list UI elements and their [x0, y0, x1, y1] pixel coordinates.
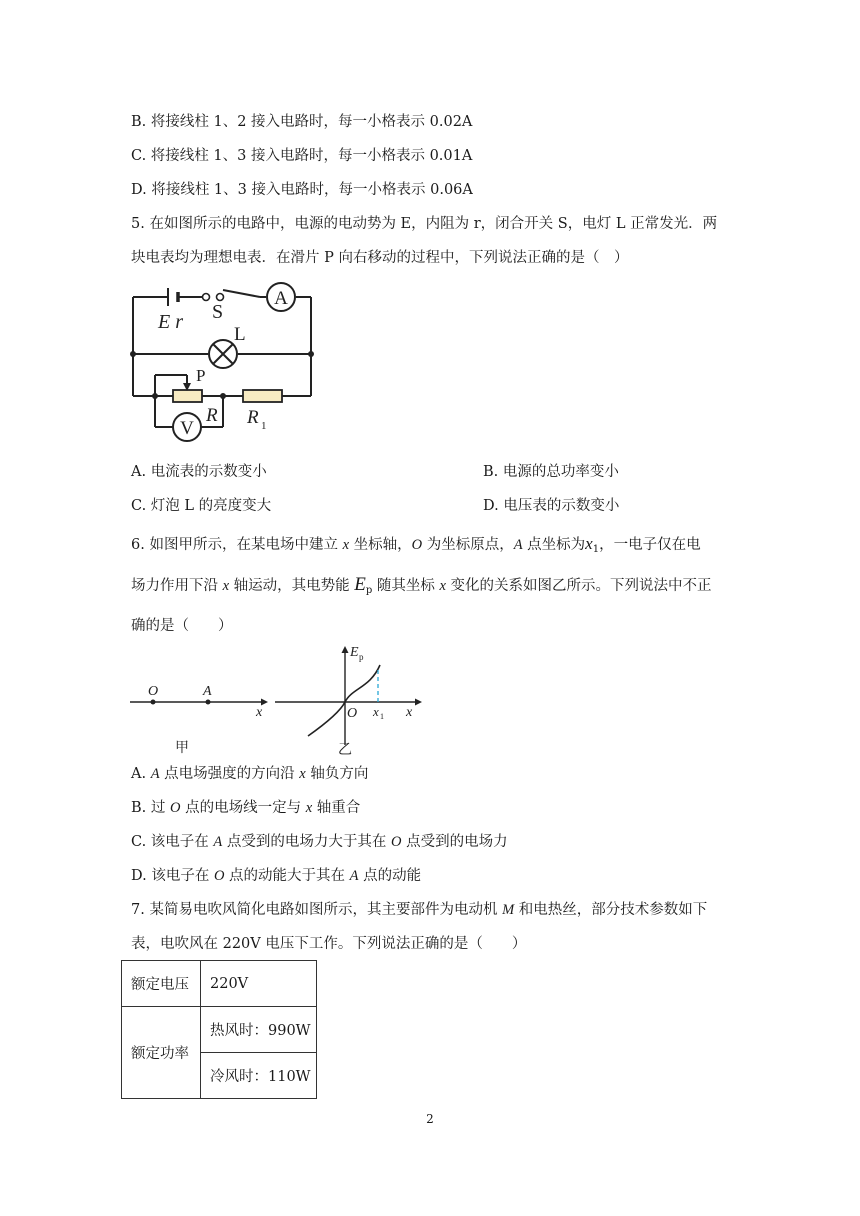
cold-wind-power: 冷风时：110W — [201, 1053, 317, 1099]
yi-y-label-sub: p — [359, 652, 364, 662]
circuit-label-voltmeter: V — [180, 418, 194, 439]
yi-label-x: x — [406, 705, 413, 720]
hot-wind-power: 热风时：990W — [201, 1007, 317, 1053]
q7-spec-table — [121, 960, 317, 1099]
table-row — [122, 1007, 317, 1053]
circuit-label-ammeter: A — [274, 288, 288, 309]
q6-figure-yi — [270, 640, 430, 760]
circuit-label-resistor-sub: 1 — [261, 420, 267, 432]
q6-option-b: B. 过 O 点的电场线一定与 x 轴重合 — [131, 800, 361, 816]
q5-option-d: D. 电压表的示数变小 — [483, 498, 620, 514]
yi-label-x1: x — [373, 704, 379, 719]
jia-caption: 甲 — [175, 741, 189, 756]
circuit-label-switch: S — [212, 301, 224, 323]
jia-label-a: A — [203, 684, 212, 699]
rated-voltage-label: 额定电压 — [122, 961, 201, 1007]
rated-voltage-value: 220V — [201, 961, 317, 1007]
jia-label-o: O — [148, 684, 159, 699]
q5-stem-line2: 块电表均为理想电表．在滑片 P 向右移动的过程中，下列说法正确的是（ ） — [131, 250, 629, 266]
rated-power-label: 额定功率 — [122, 1007, 201, 1099]
q6-stem-line2: 场力作用下沿 x 轴运动，其电势能 $E_p$ 随其坐标 x 变化的关系如图乙所示。下列说法中不正 — [131, 574, 712, 596]
q6-figure-jia — [125, 680, 275, 760]
q5-option-c: C. 灯泡 L 的亮度变大 — [131, 498, 272, 514]
circuit-label-slider: P — [196, 366, 206, 385]
q5-option-a: A. 电流表的示数变小 — [131, 464, 267, 480]
q4-option-c: C. 将接线柱 1、3 接入电路时，每一小格表示 0.01A — [131, 148, 473, 164]
table-row — [122, 961, 317, 1007]
yi-caption: 乙 — [338, 743, 352, 758]
q6-option-d: D. 该电子在 O 点的动能大于其在 A 点的动能 — [131, 868, 422, 884]
yi-y-label: E — [350, 645, 359, 660]
q7-stem-line2: 表，电吹风在 220V 电压下工作。下列说法正确的是（ ） — [131, 936, 527, 952]
circuit-label-battery: E r — [158, 311, 183, 333]
q4-option-d: D. 将接线柱 1、3 接入电路时，每一小格表示 0.06A — [131, 182, 473, 198]
circuit-label-rheostat: R — [206, 405, 218, 426]
yi-label-o: O — [347, 706, 358, 721]
q6-option-c: C. 该电子在 A 点受到的电场力大于其在 O 点受到的电场力 — [131, 834, 508, 850]
q6-stem-line1: 6. 如图甲所示，在某电场中建立 x 坐标轴，O 为坐标原点，A 点坐标为$x_1$，一电子仅在电 — [131, 534, 701, 555]
jia-label-x: x — [256, 705, 263, 720]
q6-option-a: A. A 点电场强度的方向沿 x 轴负方向 — [131, 766, 369, 782]
circuit-label-resistor: R — [247, 407, 259, 428]
q6-stem-line3: 确的是（ ） — [131, 618, 233, 634]
q5-option-b: B. 电源的总功率变小 — [483, 464, 619, 480]
q4-option-b: B. 将接线柱 1、2 接入电路时，每一小格表示 0.02A — [131, 114, 473, 130]
q5-stem-line1: 5. 在如图所示的电路中，电源的电动势为 E，内阻为 r，闭合开关 S，电灯 L 正常发光．两 — [131, 216, 718, 232]
circuit-label-lamp: L — [234, 324, 246, 345]
q7-stem-line1: 7. 某简易电吹风简化电路如图所示，其主要部件为电动机 M 和电热丝，部分技术参数如下 — [131, 902, 708, 918]
yi-label-x1-sub: 1 — [380, 712, 384, 721]
page-number: 2 — [426, 1112, 434, 1126]
q5-circuit-diagram — [120, 280, 325, 445]
